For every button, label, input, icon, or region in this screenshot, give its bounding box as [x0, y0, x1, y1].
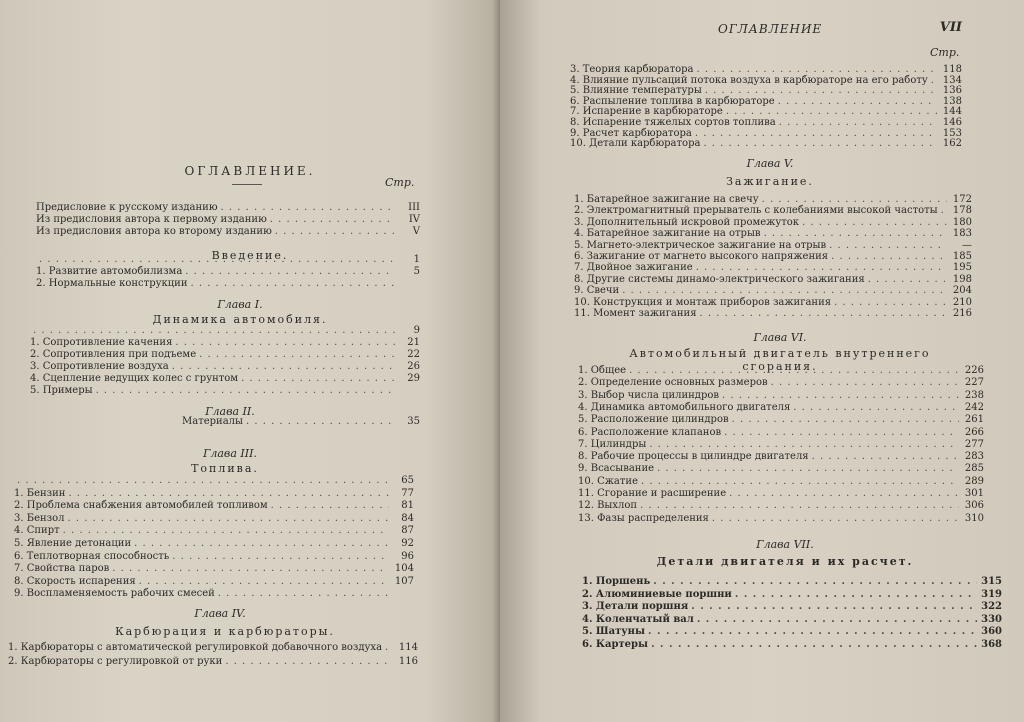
toc-entry — [182, 415, 420, 428]
toc-entry-label: 2. Нормальные конструкции — [36, 278, 188, 289]
leader-dots — [641, 475, 959, 488]
toc-entry-label: 9. Всасывание — [578, 463, 655, 475]
toc-entry — [578, 438, 984, 451]
leader-dots — [134, 537, 389, 550]
toc-entry — [582, 588, 1002, 601]
toc-entry-page: 261 — [964, 414, 984, 426]
toc-entry-label: 9. Воспламеняемость рабочих смесей — [14, 588, 215, 600]
toc-entry-page: 81 — [401, 500, 414, 512]
toc-entry-page: 283 — [964, 451, 984, 463]
toc-entry-page: 153 — [942, 127, 962, 139]
toc-entry-page: V — [412, 226, 420, 237]
toc-entry-label: 2. Проблема снабжения автомобилей топливом — [14, 500, 268, 512]
toc-entry-label: 4. Динамика автомобильного двигателя — [578, 401, 791, 413]
toc-entry-label: 9. Расчет карбюратора — [570, 127, 692, 139]
toc-entry-page: 301 — [964, 488, 984, 499]
toc-entry-label: 6. Зажигание от магнето высокого напряжения — [574, 251, 829, 262]
leader-dots — [640, 499, 959, 512]
toc-entry-page: 238 — [964, 389, 984, 401]
toc-entry — [574, 307, 972, 320]
toc-entry-page: 87 — [401, 525, 414, 537]
toc-entry-label: 2. Определение основных размеров — [578, 377, 768, 389]
toc-entry-page: 322 — [981, 601, 1002, 612]
right-page — [500, 0, 1024, 722]
toc-entry-label: 1. Поршень — [582, 576, 651, 587]
toc-entry-page: 178 — [952, 205, 972, 217]
toc-entry-page: 1 — [413, 254, 420, 265]
running-head — [500, 22, 1024, 40]
intro-title: Введение. — [211, 249, 289, 262]
toc-entry — [14, 512, 414, 525]
toc-entry — [578, 450, 984, 463]
toc-entry-page: 21 — [407, 337, 420, 348]
toc-entry-label: 3. Дополнительный искровой промежуток — [574, 216, 800, 228]
toc-entry-page: 146 — [942, 117, 962, 128]
toc-entry — [578, 462, 984, 475]
toc-entry-page: 183 — [952, 228, 972, 240]
toc-entry-label: 3. Бензол — [14, 512, 65, 524]
toc-entry — [582, 575, 1002, 588]
toc-entry-page: 26 — [407, 361, 420, 372]
toc-entry-label: Из предисловия автора к первому изданию — [36, 214, 267, 225]
toc-entry-label: 13. Фазы распределения — [578, 512, 709, 524]
toc-entry — [14, 487, 414, 500]
toc-entry-label: 11. Сгорание и расширение — [578, 488, 727, 499]
toc-entry — [578, 512, 984, 525]
toc-entry — [14, 474, 414, 487]
toc-entry-page: 29 — [407, 373, 420, 384]
toc-entry-label: 8. Скорость испарения — [14, 575, 136, 587]
toc-entry-page: 195 — [952, 262, 972, 274]
toc-entry-label: 5. Расположение цилиндров — [578, 414, 729, 426]
leader-dots — [68, 487, 389, 500]
toc-entry-label: 2. Электромагнитный прерыватель с колебаниями высокой частоты — [574, 205, 938, 217]
toc-entry-page: 285 — [964, 463, 984, 475]
toc-entry — [14, 587, 414, 600]
toc-entry-page: 277 — [964, 438, 984, 450]
toc-entry-label: 10. Сжатие — [578, 475, 639, 487]
leader-dots — [735, 588, 977, 601]
toc-entry-label: 2. Алюминиевые поршни — [582, 588, 732, 600]
toc-entry-page: 368 — [981, 638, 1002, 650]
toc-entry-page: 134 — [942, 74, 962, 86]
leader-dots — [732, 413, 959, 426]
toc-entry — [14, 550, 414, 563]
toc-entry — [582, 613, 1002, 626]
toc-entry-page: 360 — [981, 626, 1002, 637]
leader-dots — [139, 575, 389, 588]
toc-entry-label: 1. Карбюраторы с автоматической регулировкой добавочного воздуха — [8, 642, 383, 653]
leader-dots — [112, 562, 389, 575]
leader-dots — [691, 600, 977, 613]
chapter-3-title: Топлива. — [191, 462, 259, 475]
leader-dots — [793, 401, 959, 414]
toc-entry-label: 8. Рабочие процессы в цилиндре двигателя — [578, 451, 809, 463]
toc-entry — [36, 225, 420, 238]
leader-dots — [190, 277, 395, 290]
toc-entry-page: 104 — [394, 563, 414, 575]
toc-entry-label: 3. Сопротивление воздуха — [30, 361, 169, 372]
leader-dots — [703, 137, 937, 150]
leader-dots — [172, 550, 389, 563]
toc-entry-label: 7. Свойства паров — [14, 563, 110, 575]
toc-entry-label: 12. Выхлоп — [578, 500, 638, 512]
leader-dots — [812, 450, 959, 463]
toc-entry-page: 118 — [942, 64, 962, 75]
toc-entry-page: IV — [408, 214, 420, 225]
toc-entry-label: 4. Сцепление ведущих колес с грунтом — [30, 373, 239, 384]
leader-dots — [63, 524, 389, 537]
toc-entry-label: 5. Явление детонации — [14, 538, 132, 549]
toc-entry-page: 77 — [401, 487, 414, 499]
chapter-7-label: Глава VII. — [756, 538, 814, 551]
right-page-column-label: Стр. — [930, 46, 960, 59]
toc-entry — [578, 389, 984, 402]
toc-entry-page: 9 — [413, 325, 420, 336]
toc-entry-label: 6. Расположение клапанов — [578, 426, 722, 438]
toc-entry-page: 226 — [964, 365, 984, 376]
toc-entry-label: 4. Влияние пульсаций потока воздуха в карбюраторе на его работу — [570, 74, 928, 86]
toc-entry-page: 5 — [413, 266, 420, 277]
leader-dots — [385, 641, 393, 654]
toc-entry — [578, 487, 984, 500]
toc-entry-label: 5. Влияние температуры — [570, 85, 702, 97]
toc-entry-label: 4. Спирт — [14, 525, 60, 537]
chapter-6-label: Глава VI. — [753, 331, 807, 344]
leader-dots — [218, 587, 389, 600]
toc-entry-label: 7. Цилиндры — [578, 438, 647, 450]
left-page — [0, 0, 500, 722]
toc-entry-page: 92 — [401, 538, 414, 549]
toc-entry-page: 144 — [942, 106, 962, 118]
title-rule — [232, 184, 262, 185]
toc-entry-page: 65 — [401, 475, 414, 486]
toc-entry — [578, 376, 984, 389]
toc-entry-label: 9. Свечи — [574, 285, 620, 297]
chapter-2-label: Глава II. — [205, 405, 255, 418]
toc-entry — [578, 499, 984, 512]
leader-dots — [629, 364, 959, 377]
toc-entry-label: 1. Общее — [578, 365, 627, 376]
toc-entry-page: — — [962, 239, 972, 251]
toc-entry — [14, 537, 414, 550]
toc-entry-label: 3. Теория карбюратора — [570, 64, 694, 75]
toc-entry — [14, 524, 414, 537]
toc-entry-page: 227 — [964, 377, 984, 389]
leader-dots — [697, 613, 977, 626]
toc-entry-page: 22 — [407, 349, 420, 360]
leader-dots — [700, 307, 947, 320]
toc-entry-page: 310 — [964, 512, 984, 524]
toc-entry — [582, 625, 1002, 638]
toc-entry-page: III — [408, 202, 420, 213]
toc-entry — [8, 655, 418, 668]
toc-entry-page: 306 — [964, 500, 984, 512]
toc-entry — [578, 413, 984, 426]
leader-dots — [729, 487, 959, 500]
toc-entry-label: 1. Сопротивление качения — [30, 337, 173, 348]
toc-entry-page: 330 — [981, 613, 1002, 625]
toc-entry-label: 5. Примеры — [30, 385, 93, 396]
toc-entry-page: 162 — [942, 138, 962, 150]
leader-dots — [67, 512, 389, 525]
toc-entry — [14, 575, 414, 588]
toc-entry-label: Из предисловия автора ко второму изданию — [36, 226, 272, 237]
toc-entry — [578, 364, 984, 377]
toc-entry-label: 1. Батарейное зажигание на свечу — [574, 194, 759, 205]
toc-entry-page: 138 — [942, 95, 962, 107]
leader-dots — [771, 376, 959, 389]
toc-entry-label: 6. Картеры — [582, 638, 649, 650]
toc-entry-page: 172 — [952, 194, 972, 205]
toc-entry — [36, 277, 420, 290]
toc-entry-label: 3. Выбор числа цилиндров — [578, 389, 720, 401]
toc-entry — [578, 401, 984, 414]
toc-entry-label: 5. Магнето-электрическое зажигание на отрыв — [574, 239, 827, 251]
toc-entry-page: 319 — [981, 588, 1002, 600]
toc-entry-label: 2. Карбюраторы с регулировкой от руки — [8, 656, 223, 667]
toc-entry-page: 315 — [981, 576, 1002, 587]
toc-entry-label: 7. Испарение в карбюраторе — [570, 106, 723, 118]
toc-entry — [14, 499, 414, 512]
toc-entry-page: 107 — [394, 575, 414, 587]
toc-entry-label: 11. Момент зажигания — [574, 308, 697, 319]
toc-entry-label: 6. Распыление топлива в карбюраторе — [570, 95, 775, 107]
toc-entry-page: 114 — [398, 642, 418, 653]
toc-entry-label: 7. Двойное зажигание — [574, 262, 693, 274]
toc-entry-label: 10. Детали карбюратора — [570, 138, 701, 150]
leader-dots — [657, 462, 959, 475]
leader-dots — [653, 575, 977, 588]
toc-entry — [582, 600, 1002, 613]
toc-entry-label: 4. Батарейное зажигание на отрыв — [574, 228, 761, 240]
chapter-4-label: Глава IV. — [194, 607, 246, 620]
toc-entry-page: 136 — [942, 85, 962, 97]
leader-dots — [225, 655, 393, 668]
toc-entry-label: 1. Бензин — [14, 487, 66, 499]
toc-entry — [8, 641, 418, 654]
leader-dots — [275, 225, 395, 238]
leader-dots — [17, 474, 389, 487]
toc-entry — [578, 475, 984, 488]
page-column-label: Стр. — [385, 176, 415, 189]
toc-entry-label: 1. Развитие автомобилизма — [36, 266, 183, 277]
chapter-4-title: Карбюрация и карбюраторы. — [115, 625, 335, 638]
toc-entry-page: 96 — [401, 550, 414, 562]
toc-entry — [570, 137, 962, 150]
leader-dots — [722, 389, 959, 402]
toc-entry-label: Материалы — [182, 416, 243, 427]
toc-entry-page: 180 — [952, 216, 972, 228]
running-title: ОГЛАВЛЕНИЕ — [718, 22, 823, 36]
toc-entry-page: 289 — [964, 475, 984, 487]
chapter-1-label: Глава I. — [217, 298, 263, 311]
chapter-3-label: Глава III. — [203, 447, 257, 460]
chapter-5-title: Зажигание. — [726, 175, 814, 188]
toc-entry-page: 35 — [407, 416, 420, 427]
toc-entry-label: Предисловие к русскому изданию — [36, 202, 218, 213]
toc-entry — [30, 384, 420, 397]
leader-dots — [271, 499, 389, 512]
chapter-1-title: Динамика автомобиля. — [152, 313, 328, 326]
leader-dots — [648, 625, 977, 638]
page-number: VII — [939, 20, 962, 35]
toc-entry-label: 10. Конструкция и монтаж приборов зажигания — [574, 296, 832, 308]
toc-entry-page: 242 — [964, 401, 984, 413]
leader-dots — [712, 512, 959, 525]
toc-entry-label: 8. Испарение тяжелых сортов топлива — [570, 117, 776, 128]
toc-entry-label: 5. Шатуны — [582, 626, 646, 637]
toc-entry — [582, 638, 1002, 651]
chapter-6-title: Автомобильный двигатель внутреннего сгорания. — [629, 347, 931, 373]
toc-entry-label: 3. Детали поршня — [582, 601, 689, 612]
leader-dots — [649, 438, 959, 451]
leader-dots — [96, 384, 395, 397]
toc-entry-page: 198 — [952, 273, 972, 285]
chapter-5-label: Глава V. — [746, 157, 794, 170]
toc-entry-page: 185 — [952, 251, 972, 262]
toc-entry-label: 6. Теплотворная способность — [14, 550, 170, 562]
toc-entry-label: 8. Другие системы динамо-электрического зажигания — [574, 273, 865, 285]
leader-dots — [246, 415, 395, 428]
toc-entry-page: 216 — [952, 308, 972, 319]
chapter-7-title: Детали двигателя и их расчет. — [656, 555, 914, 568]
toc-entry-page: 116 — [398, 656, 418, 667]
leader-dots — [651, 638, 977, 651]
toc-entry — [14, 562, 414, 575]
toc-title: ОГЛАВЛЕНИЕ. — [184, 164, 316, 178]
toc-entry-page: 266 — [964, 426, 984, 438]
toc-entry-page: 204 — [952, 285, 972, 297]
toc-entry-label: 2. Сопротивления при подъеме — [30, 349, 197, 360]
toc-entry — [578, 426, 984, 439]
toc-entry-label: 4. Коленчатый вал — [582, 613, 694, 625]
leader-dots — [724, 426, 959, 439]
toc-entry-page: 84 — [401, 512, 414, 524]
toc-entry-page: 210 — [952, 296, 972, 308]
